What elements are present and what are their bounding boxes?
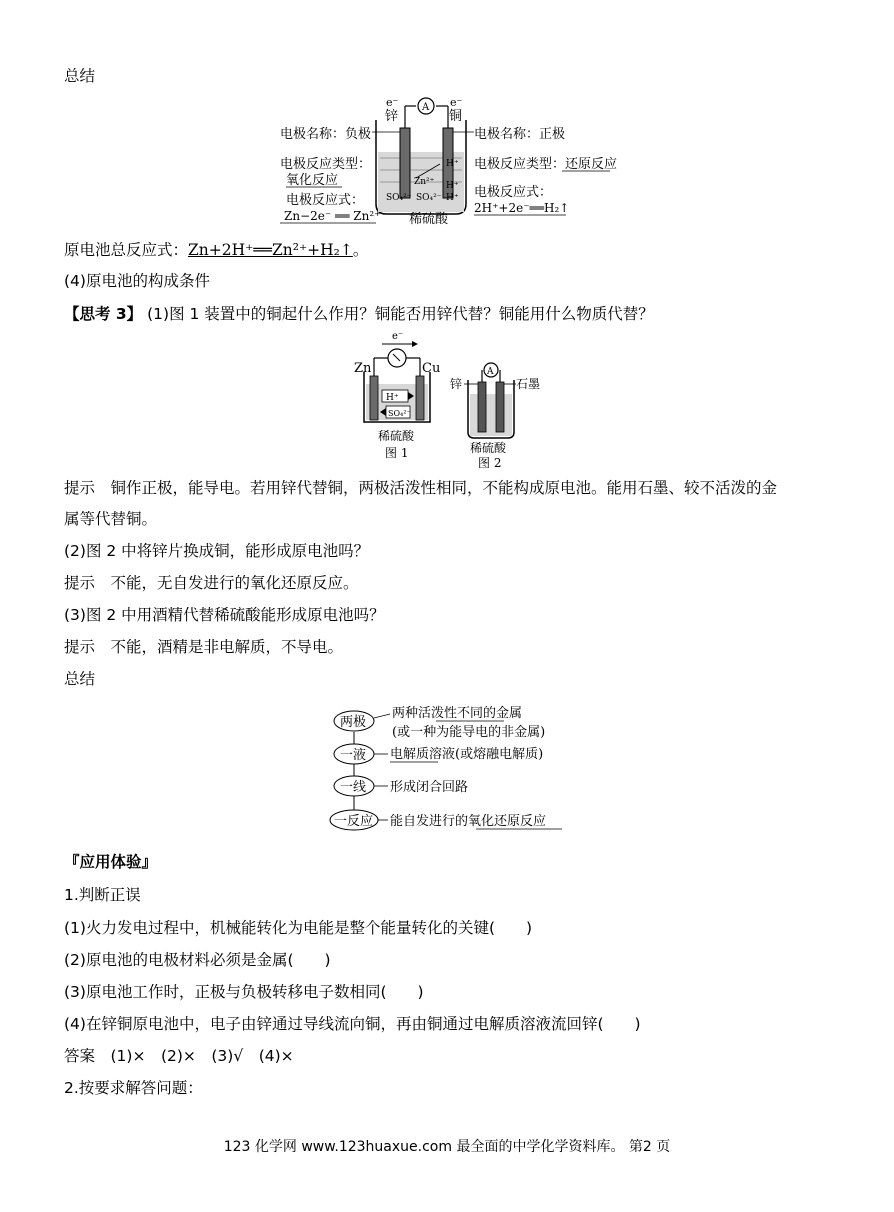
condition-text-circuit: 形成闭合回路 <box>390 780 469 795</box>
solution-1-label: 稀硫酸 <box>378 429 415 443</box>
cu-label: Cu <box>422 361 441 376</box>
judge-item-3: (3)原电池工作时，正极与负极转移电子数相同( ) <box>64 983 424 1001</box>
figure-1-caption: 图 1 <box>385 446 409 460</box>
condition-text-reaction: 能自发进行的氧化还原反应 <box>390 814 547 829</box>
question-2-title: 2.按要求解答问题： <box>64 1079 203 1097</box>
left-electrode-name: 电极名称：负极 <box>280 127 372 142</box>
total-reaction-equation: Zn+2H⁺══Zn²⁺+H₂↑ <box>188 241 353 259</box>
think-3-answer-3: 提示 不能，酒精是非电解质，不导电。 <box>64 638 344 656</box>
condition-tag-circuit: 一线 <box>340 780 367 795</box>
think-3-answer-2: 提示 不能，无自发进行的氧化还原反应。 <box>64 574 359 592</box>
zinc-electrode <box>400 128 410 198</box>
ion-label: H⁺ <box>446 193 459 203</box>
left-reaction-type-value: 氧化反应 <box>286 173 339 188</box>
total-reaction-line: 原电池总反应式：Zn+2H⁺══Zn²⁺+H₂↑。 <box>64 241 369 259</box>
graphite-label: 石墨 <box>516 377 541 391</box>
judge-item-1: (1)火力发电过程中，机械能转化为电能是整个能量转化的关键( ) <box>64 919 533 937</box>
condition-text-electrolyte: 电解质溶液(或熔融电解质) <box>390 747 544 762</box>
think-3-answer-1-line-2: 属等代替铜。 <box>64 510 158 528</box>
figure-2-caption: 图 2 <box>478 456 502 470</box>
solution-label: 稀硫酸 <box>409 212 449 227</box>
zn-label: Zn <box>354 361 372 376</box>
judge-title: 1.判断正误 <box>64 886 141 904</box>
electron-left-label: e⁻ <box>386 96 399 109</box>
copper-label: 铜 <box>449 109 463 124</box>
judge-item-2: (2)原电池的电极材料必须是金属( ) <box>64 951 331 969</box>
right-reaction-type: 电极反应类型：还原反应 <box>474 157 618 172</box>
so4-ion-label: SO₄²⁻ <box>388 409 411 418</box>
summary-2-heading: 总结 <box>64 670 96 688</box>
right-equation-label: 电极反应式： <box>474 185 553 200</box>
condition-tag-electrolyte: 一液 <box>340 748 367 763</box>
ion-label: Zn²⁺ <box>414 177 435 187</box>
h-ion-label: H⁺ <box>386 393 399 403</box>
right-equation: 2H⁺+2e⁻══H₂↑ <box>474 201 570 215</box>
condition-tag-two-electrodes: 两极 <box>340 715 367 730</box>
cell-conditions-diagram <box>326 700 576 840</box>
total-reaction-label: 原电池总反应式： <box>64 241 189 259</box>
section-4-title: (4)原电池的构成条件 <box>64 272 210 290</box>
ammeter-label: A <box>422 102 430 113</box>
electron-label: e⁻ <box>392 331 404 342</box>
ion-label: H⁺ <box>446 181 459 191</box>
zinc-label: 锌 <box>385 109 399 124</box>
think-3-question-1: 【思考 3】 (1)图 1 装置中的铜起什么作用？铜能否用锌代替？铜能用什么物质代替？ <box>64 305 654 323</box>
think-3-question-3: (3)图 2 中用酒精代替稀硫酸能形成原电池吗？ <box>64 606 385 624</box>
figures-1-2 <box>350 330 550 470</box>
left-equation-label: 电极反应式： <box>286 193 365 208</box>
think-3-question-2: (2)图 2 中将锌片换成铜，能形成原电池吗？ <box>64 542 370 560</box>
condition-tag-reaction: 一反应 <box>334 814 374 829</box>
summary-heading: 总结 <box>64 67 96 85</box>
left-equation: Zn−2e⁻ ══ Zn²⁺ <box>284 209 381 223</box>
zinc-label-fig2: 锌 <box>450 377 463 391</box>
right-electrode-name: 电极名称：正极 <box>474 127 566 142</box>
ion-label: SO₄²⁻ <box>386 193 412 203</box>
judge-item-4: (4)在锌铜原电池中，电子由锌通过导线流向铜，再由铜通过电解质溶液流回锌( ) <box>64 1015 641 1033</box>
galvanic-cell-diagram <box>276 92 626 230</box>
left-reaction-type-label: 电极反应类型： <box>280 157 372 172</box>
page-footer: 123 化学网 www.123huaxue.com 最全面的中学化学资料库。 第2 页 <box>223 1139 671 1155</box>
condition-text-two-electrodes: 两种活泼性不同的金属 <box>392 706 523 721</box>
solution-2-label: 稀硫酸 <box>470 441 507 455</box>
ion-label: SO₄²⁻ <box>416 193 442 203</box>
application-heading: 『应用体验』 <box>64 853 158 871</box>
think-3-answer-1-line-1: 提示 铜作正极，能导电。若用锌代替铜，两极活泼性相同，不能构成原电池。能用石墨、较不活泼的金 <box>64 479 778 497</box>
think-3-label: 【思考 3】 <box>64 305 143 323</box>
condition-text-two-electrodes-note: (或一种为能导电的非金属) <box>392 725 546 740</box>
electron-right-label: e⁻ <box>450 96 463 109</box>
answer-line: 答案 (1)× (2)× (3)√ (4)× <box>64 1047 294 1065</box>
ion-label: H⁺ <box>446 159 459 169</box>
svg-text:A: A <box>487 367 494 377</box>
